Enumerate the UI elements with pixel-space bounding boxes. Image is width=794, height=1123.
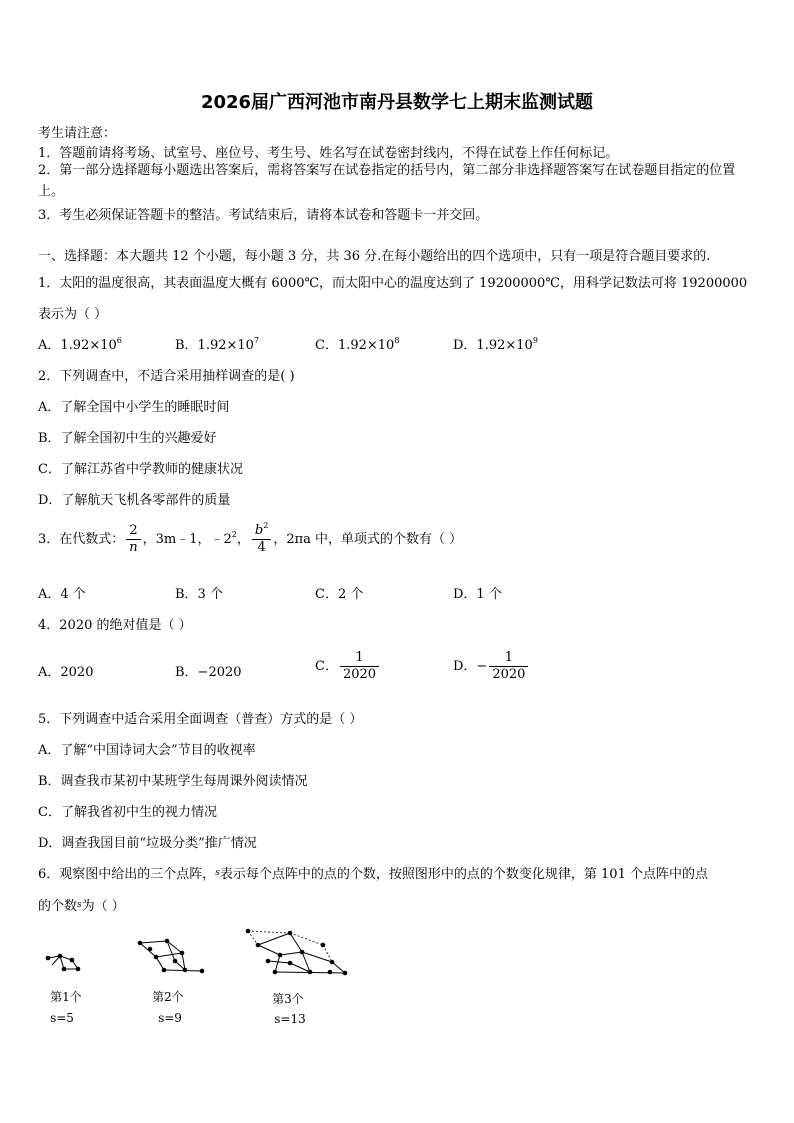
q5-option-c[interactable]: C．了解我省初中生的视力情况 (38, 805, 217, 820)
notice-item-2: 2．第一部分选择题每小题选出答案后，需将答案写在试卷指定的括号内，第二部分非选择题答案写在试卷题目指定的位置上。 (38, 163, 736, 199)
figure-2-value: s=9 (158, 1011, 182, 1025)
q6-stem-line1: 6．观察图中给出的三个点阵，$^s$表示每个点阵中的点的个数，按照图形中的点的个数变化规律，第 101 个点阵中的点 (38, 867, 708, 882)
section-heading: 一、选择题：本大题共 12 个小题，每小题 3 分，共 36 分.在每小题给出的四个选项中，只有一项是符合题目要求的. (38, 249, 711, 264)
page-title: 2026届广西河池市南丹县数学七上期末监测试题 (200, 92, 594, 113)
q3-option-c[interactable]: C．2 个 (315, 587, 364, 602)
q5-option-b[interactable]: B．调查我市某初中某班学生每周课外阅读情况 (38, 774, 308, 789)
q2-stem: 2．下列调查中，不适合采用抽样调查的是( ) (38, 369, 295, 384)
figure-1-caption: 第1个 (50, 990, 82, 1004)
figure-3-value: s=13 (274, 1012, 306, 1026)
q1-stem-line2: 表示为（ ） (38, 307, 108, 322)
q3-option-a[interactable]: A．4 个 (38, 587, 86, 602)
lattice-2 (138, 939, 205, 974)
lattice-3 (246, 929, 348, 976)
q4-option-b[interactable]: B．−2020 (175, 665, 242, 680)
q4-option-c[interactable]: C． $\frac{1}{2020}$ (315, 650, 381, 683)
notice-item-3: 3．考生必须保证答题卡的整洁。考试结束后，请将本试卷和答题卡一并交回。 (38, 208, 489, 223)
q1-option-c[interactable]: C．$1.92\times 10^8$ (315, 336, 400, 353)
q4-stem: 4．2020 的绝对值是（ ） (38, 618, 192, 633)
q1-option-d[interactable]: D．$1.92\times 10^9$ (453, 336, 538, 353)
q3-stem: 3．在代数式： $\frac{2}{n}$ ，3m﹣1，$﹣2^2$， $\frac{b^2}{4}$ ，2πa 中，单项式的个数有（ ） (38, 521, 463, 555)
q5-option-a[interactable]: A．了解“中国诗词大会”节目的收视率 (38, 743, 256, 758)
dot-lattice-figures (40, 925, 360, 985)
q2-option-d[interactable]: D．了解航天飞机各零部件的质量 (38, 493, 231, 508)
figure-2-caption: 第2个 (152, 990, 184, 1004)
q1-stem-line1: 1．太阳的温度很高，其表面温度大概有 6000℃，而太阳中心的温度达到了 19200000℃，用科学记数法可将 19200000 (38, 276, 748, 291)
q2-option-c[interactable]: C．了解江苏省中学教师的健康状况 (38, 462, 243, 477)
figure-1-value: s=5 (50, 1011, 74, 1025)
q4-option-d[interactable]: D．− $\frac{1}{2020}$ (453, 650, 530, 683)
figure-3-caption: 第3个 (272, 992, 304, 1006)
q6-stem-line2: 的个数$^s$为（ ） (38, 899, 125, 914)
q1-option-b[interactable]: B．$1.92\times 10^7$ (175, 336, 260, 353)
lattice-1 (46, 954, 81, 972)
q3-option-d[interactable]: D．1 个 (453, 587, 502, 602)
q5-stem: 5．下列调查中适合采用全面调查（普查）方式的是（ ） (38, 712, 363, 727)
q4-option-a[interactable]: A．2020 (38, 665, 94, 680)
q2-option-b[interactable]: B．了解全国初中生的兴趣爱好 (38, 431, 217, 446)
notice-item-1: 1．答题前请将考场、试室号、座位号、考生号、姓名写在试卷密封线内，不得在试卷上作任何标记。 (38, 146, 619, 161)
q2-option-a[interactable]: A．了解全国中小学生的睡眠时间 (38, 400, 230, 415)
q3-option-b[interactable]: B．3 个 (175, 587, 223, 602)
q1-option-a[interactable]: A．$1.92\times 10^6$ (38, 336, 122, 353)
q5-option-d[interactable]: D．调查我国目前“垃圾分类”推广情况 (38, 836, 257, 851)
notice-header: 考生请注意： (38, 126, 117, 141)
